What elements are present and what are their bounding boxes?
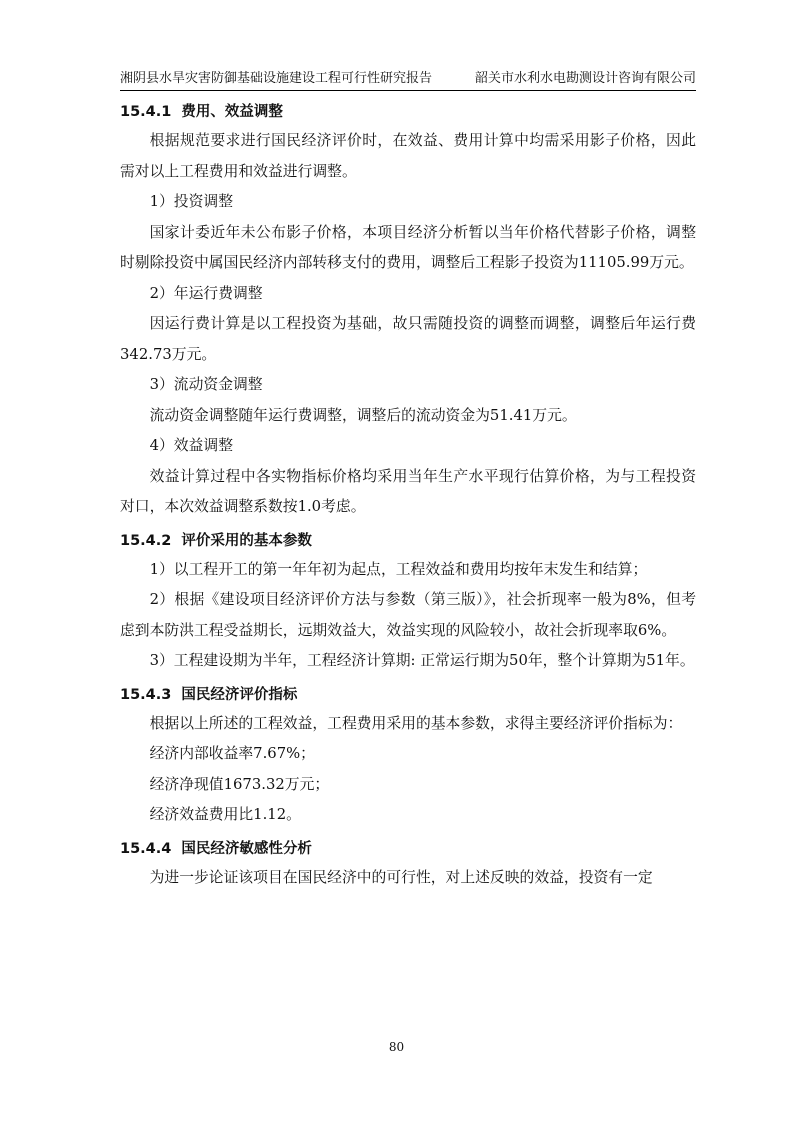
paragraph: 国家计委近年未公布影子价格，本项目经济分析暂以当年价格代替影子价格，调整时剔除投资中属国民经济内部转移支付的费用，调整后工程影子投资为11105.99万元。 <box>120 223 696 271</box>
paragraph: 效益计算过程中各实物指标价格均采用当年生产水平现行估算价格，为与工程投资对口，本次效益调整系数按1.0考虑。 <box>120 467 696 515</box>
paragraph: 为进一步论证该项目在国民经济中的可行性，对上述反映的效益，投资有一定 <box>149 868 653 886</box>
section-heading <box>120 531 696 551</box>
paragraph: 根据以上所述的工程效益，工程费用采用的基本参数，求得主要经济评价指标为： <box>149 714 683 732</box>
section-heading <box>120 839 696 859</box>
section-number: 15.4.1 <box>120 104 172 120</box>
list-item: 3）工程建设期为半年，工程经济计算期: 正常运行期为50年，整个计算期为51年。 <box>149 652 695 669</box>
subheading: 2）年运行费调整 <box>149 284 263 302</box>
section-title: 国民经济敏感性分析 <box>181 840 312 857</box>
subheading: 1）投资调整 <box>149 193 233 210</box>
list-item: 2）根据《建设项目经济评价方法与参数（第三版）》，社会折现率一般为8%，但考虑到本防洪工程受益期长，远期效益大，效益实现的风险较小，故社会折现率取6%。 <box>120 591 696 639</box>
page-number: 80 <box>388 1040 405 1054</box>
paragraph: 流动资金调整随年运行费调整，调整后的流动资金为51.41万元。 <box>149 406 577 424</box>
page-body <box>120 94 696 893</box>
running-header <box>120 68 696 91</box>
list-item: 1）以工程开工的第一年年初为起点，工程效益和费用均按年末发生和结算； <box>149 560 648 578</box>
section-number: 15.4.2 <box>120 532 172 549</box>
indicator-eirr: 经济内部收益率7.67%； <box>149 745 315 762</box>
section-heading <box>120 685 696 705</box>
indicator-enpv: 经济净现值1673.32万元； <box>149 775 330 793</box>
header-report-title: 湘阴县水旱灾害防御基础设施建设工程可行性研究报告 <box>120 71 433 86</box>
paragraph: 根据规范要求进行国民经济评价时，在效益、费用计算中均需采用影子价格，因此需对以上工程费用和效益进行调整。 <box>120 132 696 180</box>
subheading: 3）流动资金调整 <box>149 376 263 393</box>
section-title: 评价采用的基本参数 <box>181 532 312 549</box>
header-company-name: 韶关市水利水电勘测设计咨询有限公司 <box>474 71 696 86</box>
subheading: 4）效益调整 <box>149 437 233 454</box>
paragraph: 因运行费计算是以工程投资为基础，故只需随投资的调整而调整，调整后年运行费342.73万元。 <box>120 315 696 363</box>
section-number: 15.4.3 <box>120 686 172 703</box>
section-number: 15.4.4 <box>120 840 172 857</box>
section-title: 费用、效益调整 <box>181 104 283 120</box>
indicator-ebcr: 经济效益费用比1.12。 <box>149 806 301 823</box>
section-title: 国民经济评价指标 <box>181 686 298 703</box>
section-heading <box>120 102 696 122</box>
